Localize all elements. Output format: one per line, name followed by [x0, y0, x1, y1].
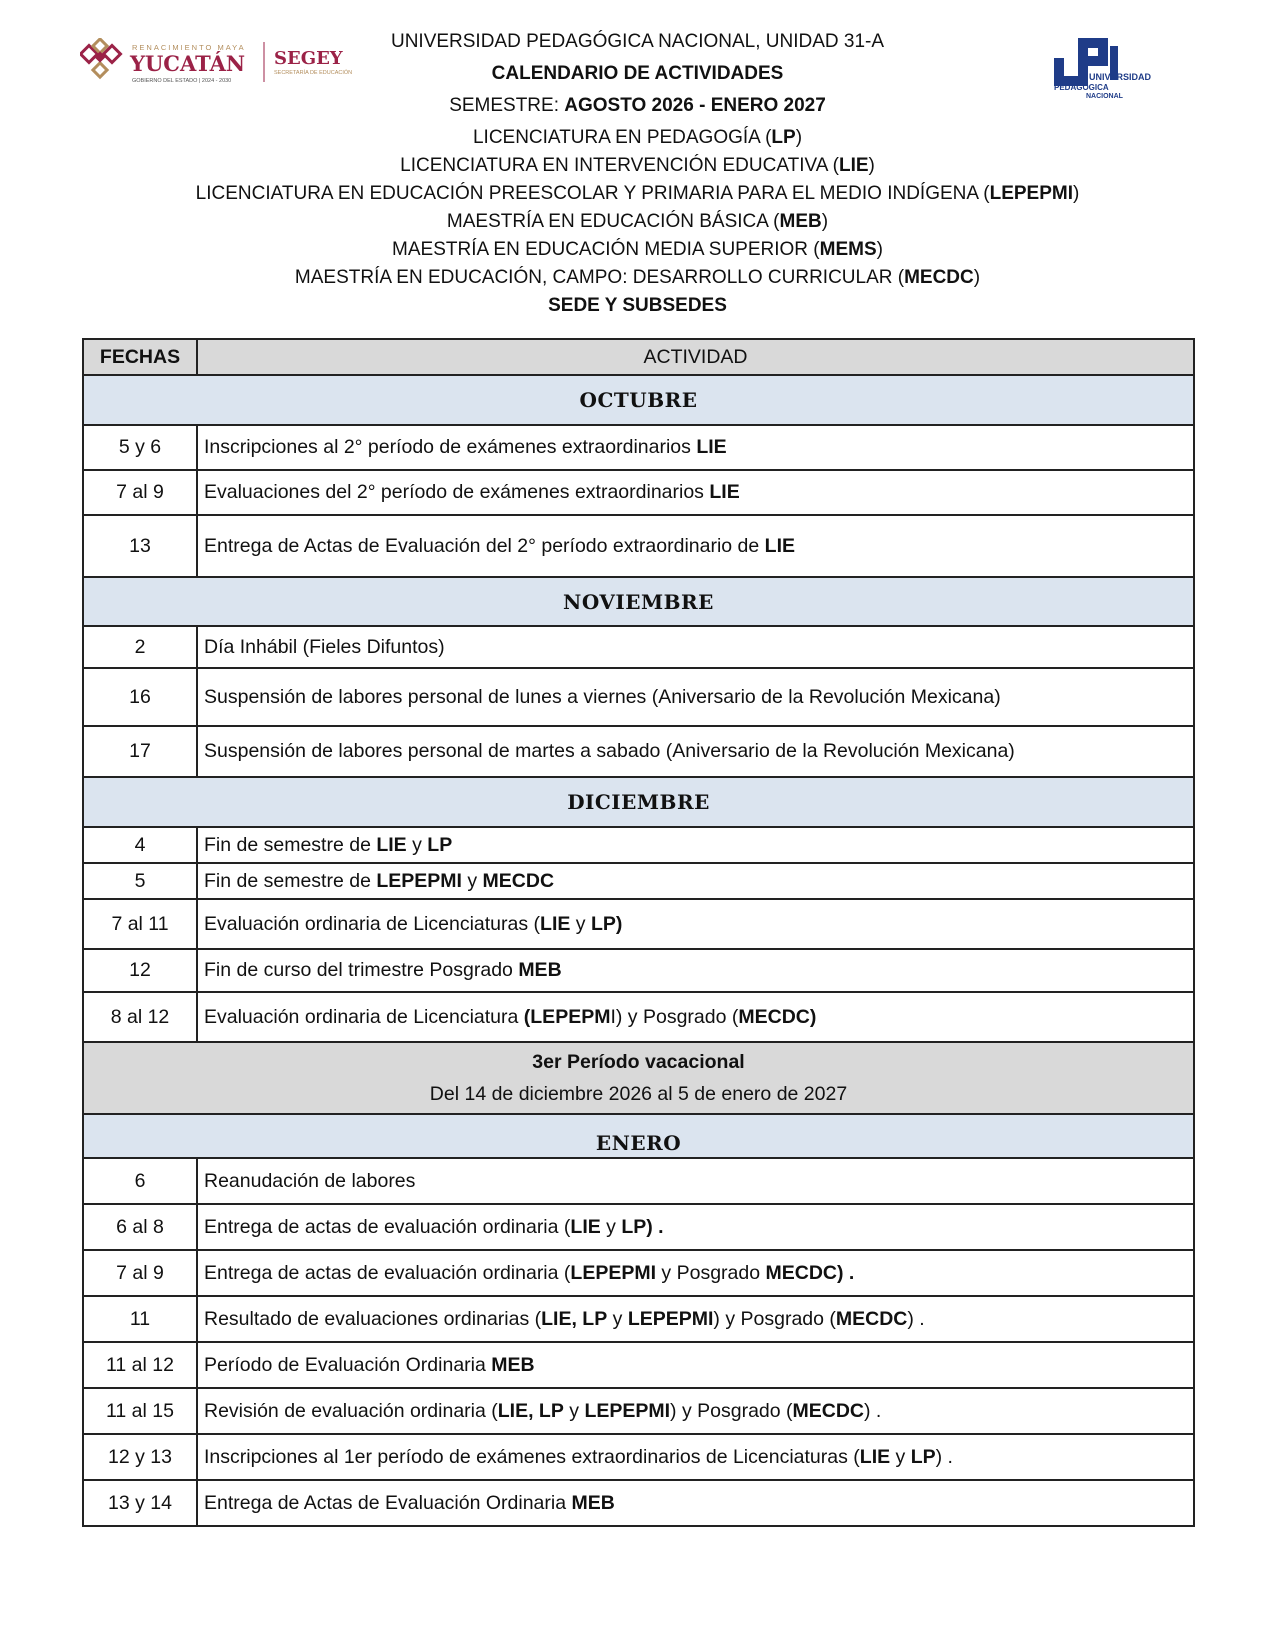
table-row	[83, 1434, 1194, 1480]
table-row	[83, 668, 1194, 726]
table-row	[83, 425, 1194, 470]
row-date: 13	[83, 515, 197, 577]
row-date: 5 y 6	[83, 425, 197, 470]
table-row	[83, 1480, 1194, 1526]
program-lie: LICENCIATURA EN INTERVENCIÓN EDUCATIVA (LIE)	[400, 155, 875, 176]
svg-text:SEGEY: SEGEY	[274, 48, 343, 69]
table-row	[83, 515, 1194, 577]
svg-text:YUCATÁN: YUCATÁN	[130, 51, 246, 76]
row-date: 12	[83, 949, 197, 992]
row-activity: Revisión de evaluación ordinaria (LIE, LP y LEPEPMI) y Posgrado (MECDC) .	[197, 1388, 1194, 1434]
svg-text:PEDAGÓGICA: PEDAGÓGICA	[1054, 83, 1109, 92]
program-mems: MAESTRÍA EN EDUCACIÓN MEDIA SUPERIOR (MEMS)	[392, 239, 883, 260]
svg-text:GOBIERNO DEL ESTADO | 2024 - 2: GOBIERNO DEL ESTADO | 2024 - 2030	[132, 78, 232, 84]
row-date: 17	[83, 726, 197, 777]
row-date: 8 al 12	[83, 992, 197, 1042]
row-date: 13 y 14	[83, 1480, 197, 1526]
month-header-noviembre: NOVIEMBRE	[83, 577, 1194, 626]
program-lp: LICENCIATURA EN PEDAGOGÍA (LP)	[472, 127, 803, 148]
table-row	[83, 1388, 1194, 1434]
row-activity: Día Inhábil (Fieles Difuntos)	[197, 626, 1194, 668]
semester-prefix: SEMESTRE:	[449, 95, 565, 116]
month-header-enero: ENERO	[83, 1114, 1194, 1158]
row-date: 7 al 11	[83, 899, 197, 949]
semester-value: AGOSTO 2026 - ENERO 2027	[564, 95, 826, 116]
sede-subtitle: SEDE Y SUBSEDES	[548, 295, 727, 316]
column-header-fechas: FECHAS	[83, 339, 197, 375]
table-row	[83, 1204, 1194, 1250]
table-row	[83, 726, 1194, 777]
table-row	[83, 949, 1194, 992]
program-meb: MAESTRÍA EN EDUCACIÓN BÁSICA (MEB)	[446, 211, 829, 232]
row-activity: Período de Evaluación Ordinaria MEB	[197, 1342, 1194, 1388]
month-header-diciembre: DICIEMBRE	[83, 777, 1194, 827]
svg-text:UNIVERSIDAD: UNIVERSIDAD	[1089, 72, 1152, 82]
row-date: 16	[83, 668, 197, 726]
table-row	[83, 863, 1194, 899]
document-title: CALENDARIO DE ACTIVIDADES	[491, 63, 784, 84]
month-header-octubre: OCTUBRE	[83, 375, 1194, 425]
svg-text:RENACIMIENTO MAYA: RENACIMIENTO MAYA	[132, 43, 246, 52]
institution-name: UNIVERSIDAD PEDAGÓGICA NACIONAL, UNIDAD 31-A	[390, 31, 885, 52]
row-activity: Entrega de Actas de Evaluación del 2° período extraordinario de LIE	[197, 515, 1194, 577]
row-activity: Suspensión de labores personal de lunes a viernes (Aniversario de la Revolución Mexicana)	[197, 668, 1194, 726]
svg-text:SECRETARÍA DE EDUCACIÓN: SECRETARÍA DE EDUCACIÓN	[274, 70, 353, 76]
table-header-row	[83, 339, 1194, 375]
row-activity: Entrega de actas de evaluación ordinaria (LEPEPMI y Posgrado MECDC) .	[197, 1250, 1194, 1296]
svg-text:NACIONAL: NACIONAL	[1086, 93, 1123, 100]
row-activity: Suspensión de labores personal de martes a sabado (Aniversario de la Revolución Mexicana)	[197, 726, 1194, 777]
row-date: 11 al 15	[83, 1388, 197, 1434]
row-date: 12 y 13	[83, 1434, 197, 1480]
activities-table	[82, 338, 1195, 1527]
row-date: 6	[83, 1158, 197, 1204]
vacation-period-row	[83, 1042, 1194, 1114]
row-date: 5	[83, 863, 197, 899]
row-date: 4	[83, 827, 197, 863]
row-activity: Inscripciones al 1er período de exámenes extraordinarios de Licenciaturas (LIE y LP) .	[197, 1434, 1194, 1480]
table-row	[83, 470, 1194, 515]
row-activity: Entrega de actas de evaluación ordinaria (LIE y LP) .	[197, 1204, 1194, 1250]
table-row	[83, 1250, 1194, 1296]
row-activity: Evaluación ordinaria de Licenciaturas (LIE y LP)	[197, 899, 1194, 949]
row-date: 6 al 8	[83, 1204, 197, 1250]
vacation-title: 3er Período vacacional	[532, 1051, 745, 1073]
table-row	[83, 1342, 1194, 1388]
program-lepepmi: LICENCIATURA EN EDUCACIÓN PREESCOLAR Y PRIMARIA PARA EL MEDIO INDÍGENA (LEPEPMI)	[195, 183, 1080, 204]
row-activity: Evaluación ordinaria de Licenciatura (LEPEPMI) y Posgrado (MECDC)	[197, 992, 1194, 1042]
row-activity: Evaluaciones del 2° período de exámenes extraordinarios LIE	[197, 470, 1194, 515]
row-activity: Fin de semestre de LIE y LP	[197, 827, 1194, 863]
row-activity: Reanudación de labores	[197, 1158, 1194, 1204]
table-row	[83, 626, 1194, 668]
row-date: 7 al 9	[83, 1250, 197, 1296]
document-header	[0, 28, 1275, 320]
row-date: 11 al 12	[83, 1342, 197, 1388]
table-row	[83, 992, 1194, 1042]
semester-line	[0, 92, 1275, 120]
row-activity: Fin de semestre de LEPEPMI y MECDC	[197, 863, 1194, 899]
row-activity: Inscripciones al 2° período de exámenes extraordinarios LIE	[197, 425, 1194, 470]
row-date: 11	[83, 1296, 197, 1342]
table-row	[83, 1296, 1194, 1342]
row-activity: Resultado de evaluaciones ordinarias (LIE, LP y LEPEPMI) y Posgrado (MECDC) .	[197, 1296, 1194, 1342]
row-date: 7 al 9	[83, 470, 197, 515]
vacation-dates: Del 14 de diciembre 2026 al 5 de enero de 2027	[429, 1083, 848, 1105]
row-activity: Entrega de Actas de Evaluación Ordinaria MEB	[197, 1480, 1194, 1526]
table-row	[83, 1158, 1194, 1204]
program-mecdc: MAESTRÍA EN EDUCACIÓN, CAMPO: DESARROLLO CURRICULAR (MECDC)	[294, 267, 981, 288]
table-row	[83, 827, 1194, 863]
table-row	[83, 899, 1194, 949]
row-activity: Fin de curso del trimestre Posgrado MEB	[197, 949, 1194, 992]
row-date: 2	[83, 626, 197, 668]
column-header-actividad: ACTIVIDAD	[197, 339, 1194, 375]
